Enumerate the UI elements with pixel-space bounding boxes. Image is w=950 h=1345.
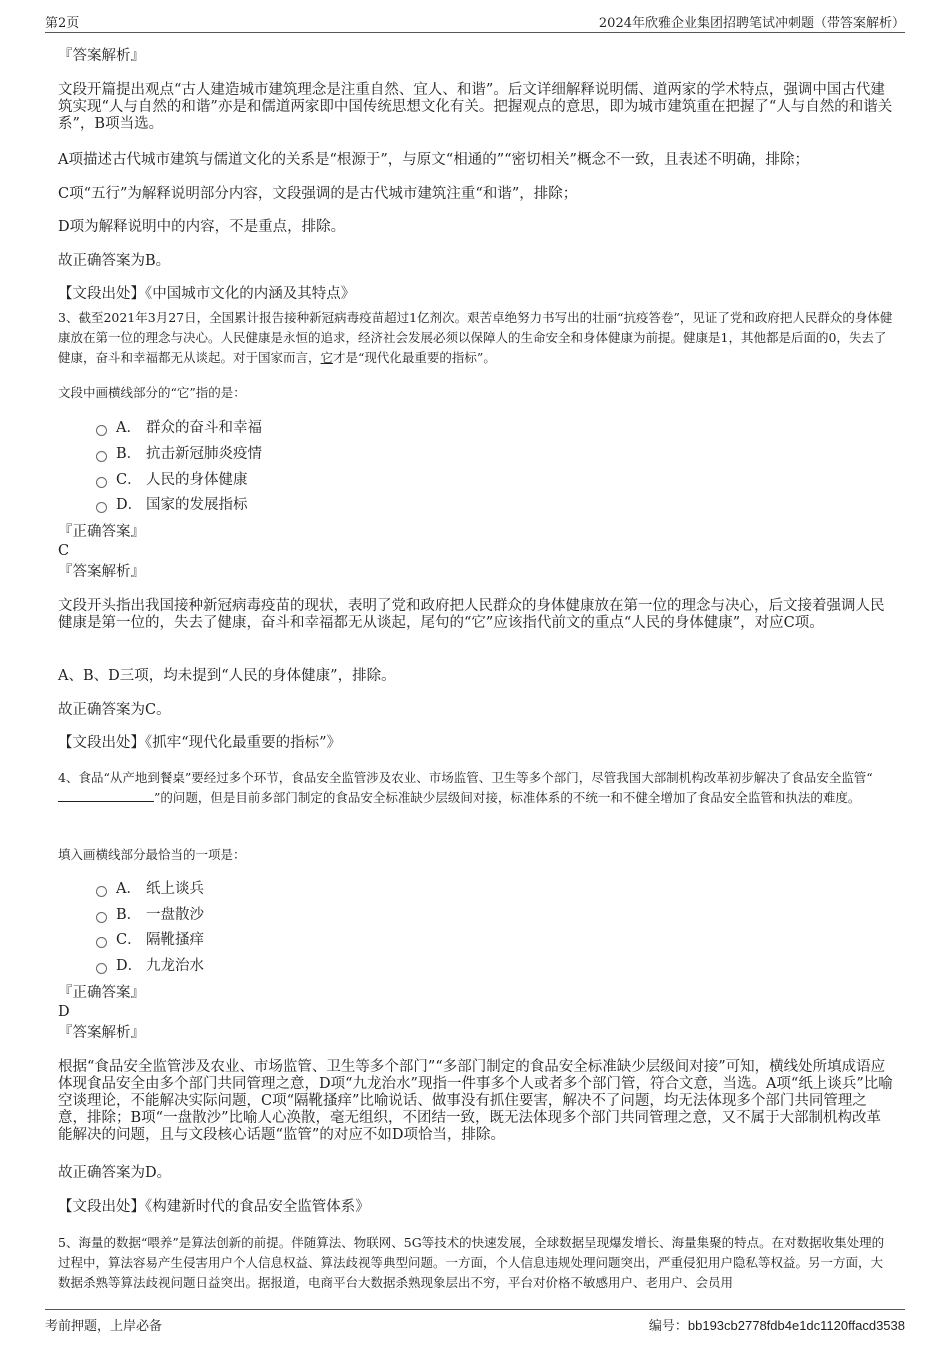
analysis-heading: 『答案解析』 xyxy=(58,48,145,64)
page-number: 第2页 xyxy=(45,16,80,31)
option-c[interactable]: C． 人民的身体健康 xyxy=(96,470,248,490)
document-title: 2024年欣雅企业集团招聘笔试冲刺题（带答案解析） xyxy=(598,16,905,31)
page-footer xyxy=(45,1309,905,1336)
option-b[interactable]: B． 抗击新冠肺炎疫情 xyxy=(96,444,262,464)
stem-text: 3、截至2021年3月27日，全国累计报告接种新冠病毒疫苗超过1亿剂次。艰苦卓绝努力书写出的壮丽“抗疫答卷”，见证了党和政府把人民群众的身体健康放在第一位的理念与决心。人民健康是永恒的追求，经济社会发展必须以保障人的生命安全和身体健康为前提。健康是1，其他都是后面的0，失去了健康，奋斗和幸福都无从谈起。对于国家而言， xyxy=(58,310,893,365)
source-citation: 【文段出处】《抓牢“现代化最重要的指标”》 xyxy=(58,735,342,751)
stem-text: 4、食品“从产地到餐桌”要经过多个环节，食品安全监管涉及农业、市场监管、卫生等多个部门，尽管我国大部制机构改革初步解决了食品安全监管“ xyxy=(58,770,873,785)
analysis-text: 文段开篇提出观点“古人建造城市建筑理念是注重自然、宜人、和谐”。后文详细解释说明儒、道两家的学术特点，强调中国古代建筑实现“人与自然的和谐”亦是和儒道两家即中国传统思想文化有关。把握观点的意思，即为城市建筑重在把握了“人与自然的和谐关系”，B项当选。 xyxy=(58,82,893,132)
question-prompt: 填入画横线部分最恰当的一项是： xyxy=(58,847,246,862)
conclusion: 故正确答案为B。 xyxy=(58,253,171,269)
exclusion-note: A、B、D三项，均未提到“人民的身体健康”，排除。 xyxy=(58,668,396,684)
answer-value: D xyxy=(58,1004,70,1020)
option-d-note: D项为解释说明中的内容，不是重点，排除。 xyxy=(58,219,346,235)
radio-icon[interactable] xyxy=(96,451,107,462)
analysis-heading: 『答案解析』 xyxy=(58,564,145,580)
option-c[interactable]: C． 隔靴搔痒 xyxy=(96,930,204,950)
answer-heading: 『正确答案』 xyxy=(58,524,145,540)
answer-value: C xyxy=(58,543,70,559)
analysis-heading: 『答案解析』 xyxy=(58,1025,145,1041)
conclusion: 故正确答案为D。 xyxy=(58,1165,172,1181)
question-prompt: 文段中画横线部分的“它”指的是： xyxy=(58,385,246,400)
radio-icon[interactable] xyxy=(96,425,107,436)
question-stem: 5、海量的数据“喂养”是算法创新的前提。伴随算法、物联网、5G等技术的快速发展，全球数据呈现爆发增长、海量集聚的特点。在对数据收集处理的过程中，算法容易产生侵害用户个人信息权益、算法歧视等典型问题。一方面，个人信息违规处理问题突出，严重侵犯用户隐私等权益。另一方面，大数据杀熟等算法歧视问题日益突出。据报道，电商平台大数据杀熟现象层出不穷，平台对价格不敏感用户、老用户、会员用 xyxy=(58,1235,885,1290)
analysis-text: 文段开头指出我国接种新冠病毒疫苗的现状，表明了党和政府把人民群众的身体健康放在第一位的理念与决心，后文接着强调人民健康是第一位的，失去了健康，奋斗和幸福都无从谈起，尾句的“它”应该指代前文的重点“人民的身体健康”，对应C项。 xyxy=(58,598,885,631)
conclusion: 故正确答案为C。 xyxy=(58,702,171,718)
radio-icon[interactable] xyxy=(96,502,107,513)
stem-text-end: ”的问题，但是目前多部门制定的食品安全标准缺少层级间对接，标准体系的不统一和不健全增加了食品安全监管和执法的难度。 xyxy=(154,790,861,805)
radio-icon[interactable] xyxy=(96,477,107,488)
radio-icon[interactable] xyxy=(96,963,107,974)
option-a[interactable]: A． 群众的奋斗和幸福 xyxy=(96,418,262,438)
fill-blank xyxy=(58,789,154,802)
page-header xyxy=(45,10,905,33)
source-citation: 【文段出处】《构建新时代的食品安全监管体系》 xyxy=(58,1199,370,1215)
question-stem xyxy=(58,768,893,808)
radio-icon[interactable] xyxy=(96,912,107,923)
underlined-word: 它 xyxy=(320,350,334,365)
document-code: 编号：bb193cb2778fdb4e1dc1120ffacd3538 xyxy=(648,1318,905,1333)
source-citation: 【文段出处】《中国城市文化的内涵及其特点》 xyxy=(58,286,356,302)
option-a-note: A项描述古代城市建筑与儒道文化的关系是“根源于”，与原文“相通的”“密切相关”概念不一致，且表述不明确，排除； xyxy=(58,152,809,168)
option-b[interactable]: B． 一盘散沙 xyxy=(96,905,204,925)
option-d[interactable]: D． 九龙治水 xyxy=(96,956,204,976)
answer-heading: 『正确答案』 xyxy=(58,985,145,1001)
radio-icon[interactable] xyxy=(96,886,107,897)
footer-slogan: 考前押题，上岸必备 xyxy=(45,1319,163,1334)
stem-text-end: 才是“现代化最重要的指标”。 xyxy=(333,350,496,365)
option-a[interactable]: A． 纸上谈兵 xyxy=(96,879,204,899)
radio-icon[interactable] xyxy=(96,937,107,948)
question-stem xyxy=(58,308,893,368)
analysis-text: 根据“食品安全监管涉及农业、市场监管、卫生等多个部门”“多部门制定的食品安全标准缺少层级间对接”可知，横线处所填成语应体现食品安全由多个部门共同管理之意，D项“九龙治水”现指一件事多个人或者多个部门管，符合文意，当选。A项“纸上谈兵”比喻空谈理论，不能解决实际问题，C项“隔靴搔痒”比喻说话、做事没有抓住要害，解决不了问题，均无法体现多个部门共同管理之意，排除；B项“一盘散沙”比喻人心涣散，毫无组织，不团结一致，既无法体现多个部门共同管理之意，又不属于大部制机构改革能解决的问题，且与文段核心话题“监管”的对应不如D项恰当，排除。 xyxy=(58,1059,893,1143)
option-d[interactable]: D． 国家的发展指标 xyxy=(96,495,248,515)
option-c-note: C项“五行”为解释说明部分内容，文段强调的是古代城市建筑注重“和谐”，排除； xyxy=(58,186,578,202)
